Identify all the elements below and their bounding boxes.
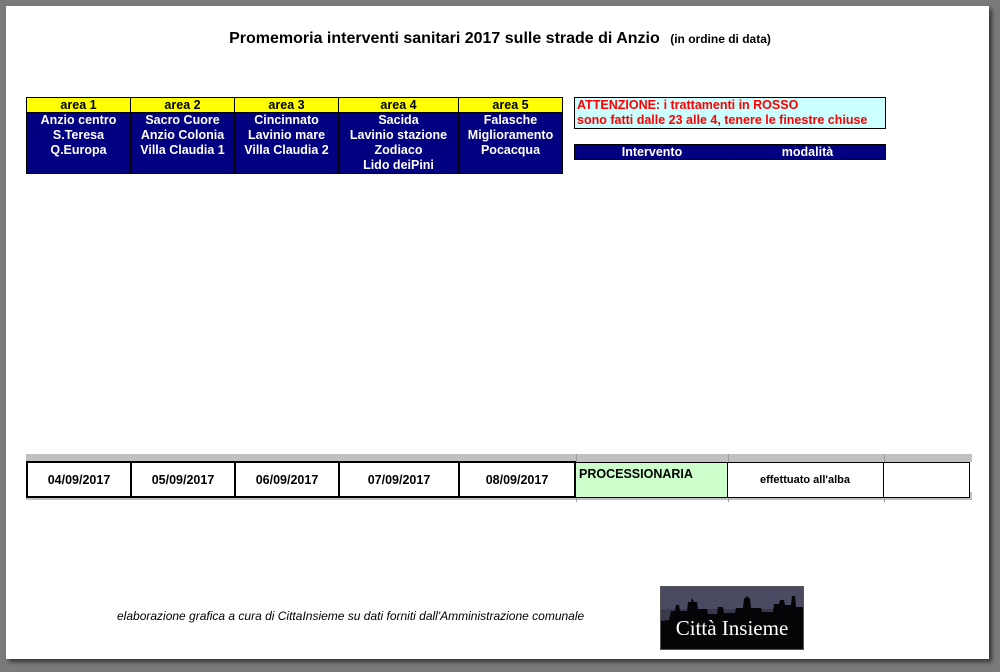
area-header: area 4 bbox=[339, 98, 459, 113]
areas-table bbox=[26, 97, 563, 174]
area-cell: Pocacqua bbox=[459, 143, 563, 158]
area-cell: Villa Claudia 2 bbox=[235, 143, 339, 158]
intervention-column-header: Intervento bbox=[575, 145, 730, 160]
area-cell: Lido deiPini bbox=[339, 158, 459, 174]
schedule-table bbox=[26, 461, 970, 498]
mode-cell: effettuato all'alba bbox=[727, 462, 883, 497]
date-cell: 04/09/2017 bbox=[27, 462, 131, 497]
date-cell: 07/09/2017 bbox=[339, 462, 459, 497]
areas-row bbox=[27, 158, 563, 174]
area-cell: Sacro Cuore bbox=[131, 113, 235, 129]
attention-line-1: ATTENZIONE: i trattamenti in ROSSO bbox=[577, 98, 799, 112]
date-cell: 06/09/2017 bbox=[235, 462, 339, 497]
area-cell: S.Teresa bbox=[27, 128, 131, 143]
cittainsieme-logo bbox=[660, 586, 804, 650]
page-title bbox=[0, 30, 1000, 48]
areas-row bbox=[27, 113, 563, 129]
areas-header-row bbox=[27, 98, 563, 113]
area-cell: Falasche bbox=[459, 113, 563, 129]
area-header: area 3 bbox=[235, 98, 339, 113]
area-cell: Anzio Colonia bbox=[131, 128, 235, 143]
area-header: area 5 bbox=[459, 98, 563, 113]
areas-row bbox=[27, 143, 563, 158]
intervention-header-table bbox=[574, 144, 886, 160]
attention-box bbox=[574, 97, 886, 129]
area-header: area 1 bbox=[27, 98, 131, 113]
area-cell bbox=[131, 158, 235, 174]
title-subtitle: (in ordine di data) bbox=[670, 32, 771, 46]
area-header: area 2 bbox=[131, 98, 235, 113]
area-cell: Lavinio stazione bbox=[339, 128, 459, 143]
area-cell: Cincinnato bbox=[235, 113, 339, 129]
date-cell: 08/09/2017 bbox=[459, 462, 575, 497]
credit-text: elaborazione grafica a cura di CittaInsieme su dati forniti dall'Amministrazione comunale bbox=[117, 609, 585, 623]
date-cell: 05/09/2017 bbox=[131, 462, 235, 497]
mode-column-header: modalità bbox=[730, 145, 886, 160]
area-cell: Miglioramento bbox=[459, 128, 563, 143]
area-cell bbox=[459, 158, 563, 174]
schedule-row bbox=[27, 462, 969, 497]
empty-cell bbox=[883, 462, 969, 497]
area-cell bbox=[27, 158, 131, 174]
areas-row bbox=[27, 128, 563, 143]
logo-text: Città Insieme bbox=[675, 616, 789, 640]
area-cell: Sacida bbox=[339, 113, 459, 129]
area-cell: Villa Claudia 1 bbox=[131, 143, 235, 158]
area-cell: Lavinio mare bbox=[235, 128, 339, 143]
area-cell: Zodiaco bbox=[339, 143, 459, 158]
intervention-cell: PROCESSIONARIA bbox=[575, 462, 727, 497]
area-cell: Q.Europa bbox=[27, 143, 131, 158]
area-cell bbox=[235, 158, 339, 174]
area-cell: Anzio centro bbox=[27, 113, 131, 129]
title-text: Promemoria interventi sanitari 2017 sulle strade di Anzio bbox=[229, 30, 660, 47]
attention-line-2: sono fatti dalle 23 alle 4, tenere le finestre chiuse bbox=[577, 113, 868, 127]
